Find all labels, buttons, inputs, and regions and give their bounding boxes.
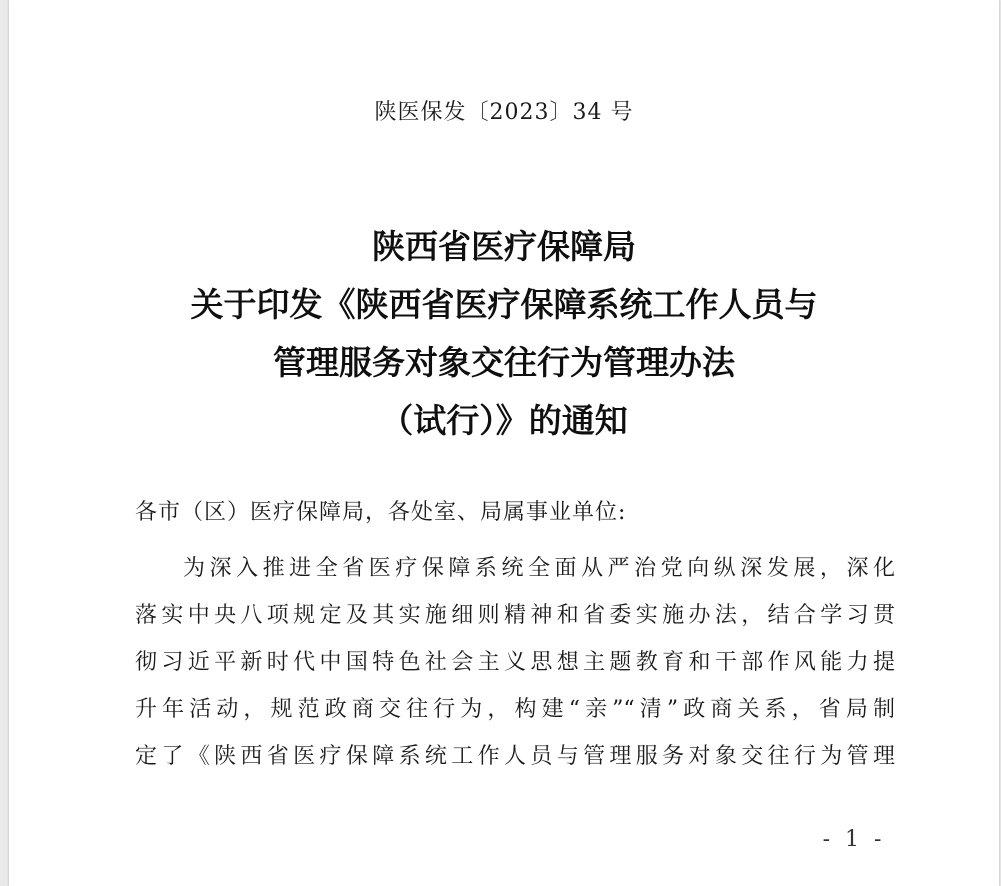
body-line-3: 彻习近平新时代中国特色社会主义思想主题教育和干部作风能力提 (135, 650, 895, 675)
document-page (9, 0, 999, 886)
salutation: 各市（区）医疗保障局，各处室、局属事业单位: (135, 500, 627, 525)
body-paragraph (135, 545, 895, 780)
body-line-5: 定了《陕西省医疗保障系统工作人员与管理服务对象交往行为管理 (135, 744, 895, 769)
title-line-2: 关于印发《陕西省医疗保障系统工作人员与 (190, 285, 818, 324)
document-title (9, 218, 999, 450)
title-line-3: 管理服务对象交往行为管理办法 (273, 343, 735, 382)
document-number: 陕医保发〔2023〕34 号 (374, 100, 634, 125)
page-number: - 1 - (822, 827, 886, 852)
body-line-4: 升年活动，规范政商交往行为，构建“亲”“清”政商关系，省局制 (135, 697, 895, 722)
body-line-1: 为深入推进全省医疗保障系统全面从严治党向纵深发展，深化 (183, 556, 895, 581)
title-line-4: （试行）》的通知 (380, 401, 628, 440)
body-line-2: 落实中央八项规定及其实施细则精神和省委实施办法，结合学习贯 (135, 603, 895, 628)
title-line-1: 陕西省医疗保障局 (372, 227, 636, 266)
